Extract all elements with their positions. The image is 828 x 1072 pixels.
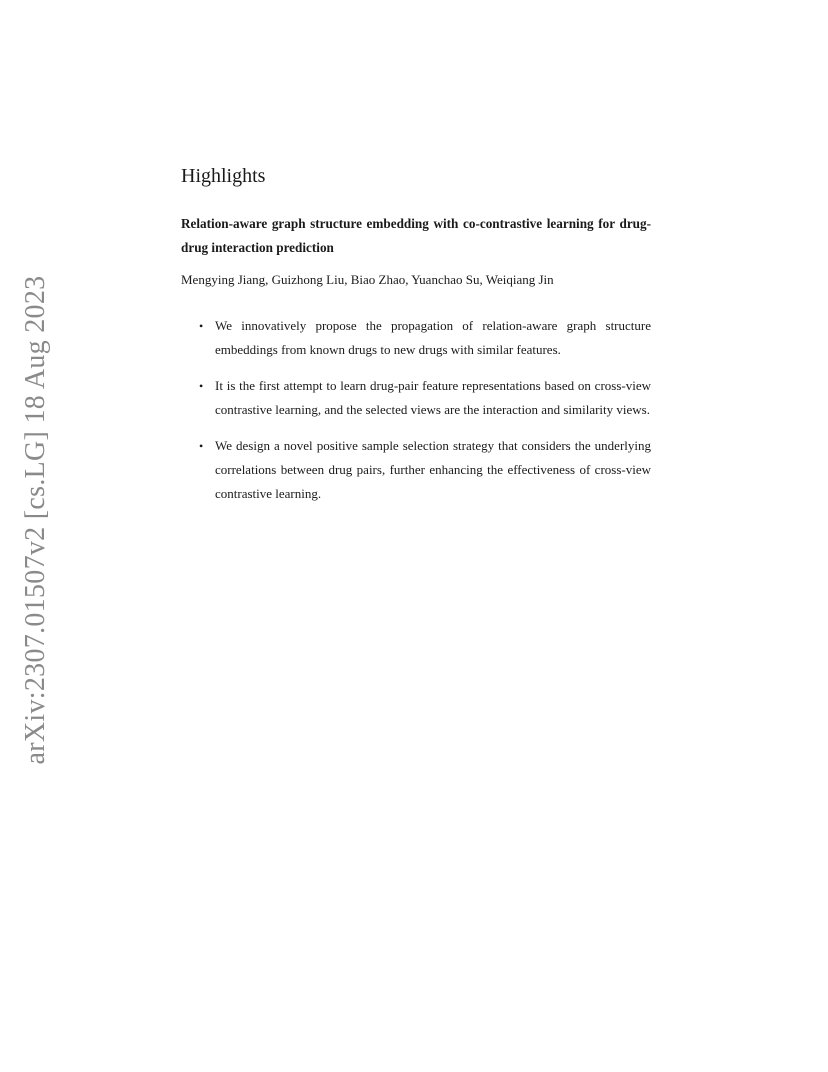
highlight-text: We innovatively propose the propagation of relation-aware graph structure embeddings from known drugs to new drugs with similar features.: [215, 318, 651, 357]
bullet-icon: •: [199, 319, 204, 333]
paper-title: Relation-aware graph structure embedding with co-contrastive learning for drug-drug interaction prediction: [181, 216, 651, 255]
highlight-text: We design a novel positive sample selection strategy that considers the underlying correlations between drug pairs, further enhancing the effectiveness of cross-view contrastive learning.: [215, 438, 651, 501]
highlights-heading: Highlights: [181, 165, 266, 187]
highlights-page: [181, 160, 651, 518]
highlight-text: It is the first attempt to learn drug-pair feature representations based on cross-view contrastive learning, and the selected views are the interaction and similarity views.: [215, 378, 651, 417]
highlight-list: [181, 314, 651, 506]
author-list: Mengying Jiang, Guizhong Liu, Biao Zhao, Yuanchao Su, Weiqiang Jin: [181, 272, 554, 287]
bullet-icon: •: [199, 439, 204, 453]
highlight-item: [181, 314, 651, 362]
highlight-item: [181, 434, 651, 506]
arxiv-identifier-stamp: arXiv:2307.01507v2 [cs.LG] 18 Aug 2023: [20, 275, 51, 765]
bullet-icon: •: [199, 379, 204, 393]
highlight-item: [181, 374, 651, 422]
